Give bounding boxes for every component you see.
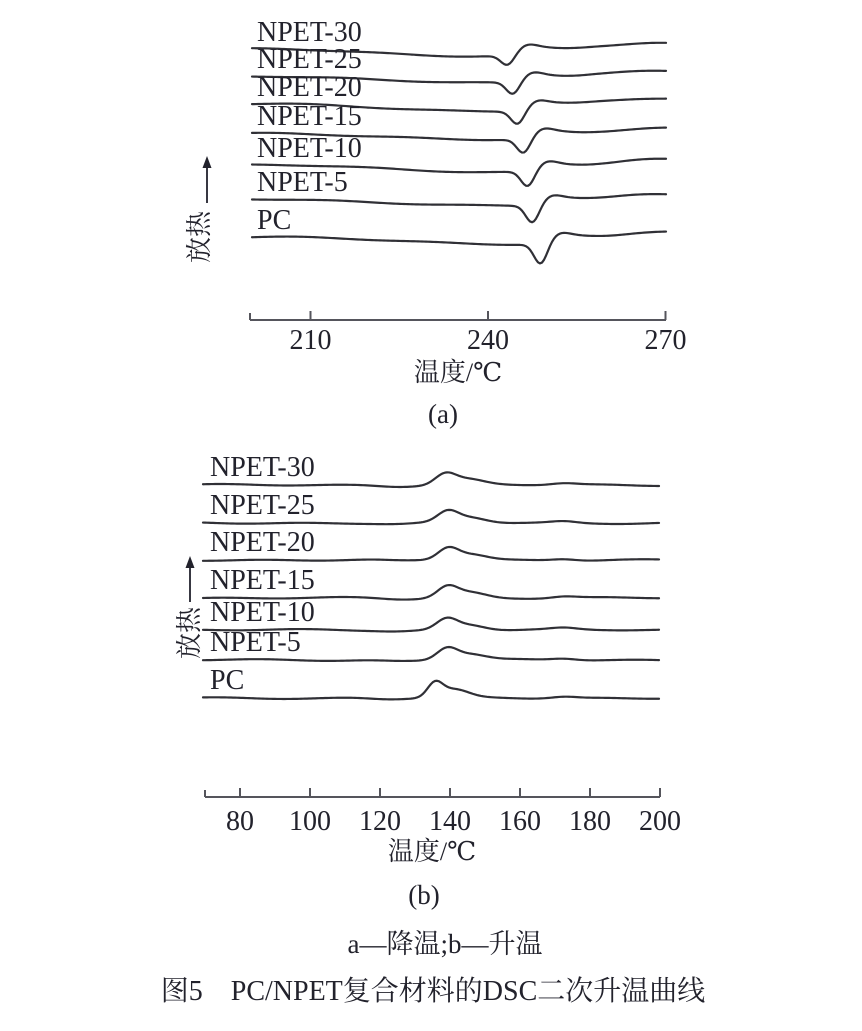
series-label-npet-5: NPET-5 xyxy=(210,627,301,658)
series-label-npet-10: NPET-10 xyxy=(257,133,362,164)
panel-a-series-labels xyxy=(257,17,362,236)
panel-b-xlabel: 温度/℃ xyxy=(387,837,477,866)
series-label-npet-30: NPET-30 xyxy=(257,17,362,48)
panel-a-y-axis-label xyxy=(185,156,214,263)
series-label-npet-20: NPET-20 xyxy=(257,72,362,103)
series-label-npet-25: NPET-25 xyxy=(257,44,362,75)
tick-label: 180 xyxy=(569,806,611,837)
tick-label: 80 xyxy=(226,806,254,837)
tick-label: 120 xyxy=(359,806,401,837)
panel-b-y-axis-label xyxy=(175,556,204,659)
dsc-cooling-curve-npet-5 xyxy=(252,194,666,222)
panel-b-ticks xyxy=(226,788,681,837)
series-label-npet-15: NPET-15 xyxy=(257,101,362,132)
series-label-pc: PC xyxy=(257,205,292,236)
figure-title: 图5 PC/NPET复合材料的DSC二次升温曲线 xyxy=(160,976,706,1007)
panel-b-x-axis xyxy=(205,788,681,837)
panel-a-ticks xyxy=(290,311,687,356)
series-label-pc: PC xyxy=(210,665,245,696)
tick-label: 160 xyxy=(499,806,541,837)
panel-b-letter: (b) xyxy=(408,880,440,910)
tick-label: 210 xyxy=(289,325,332,356)
panel-a-letter: (a) xyxy=(428,399,458,429)
series-label-npet-20: NPET-20 xyxy=(210,527,315,558)
tick-label: 270 xyxy=(644,325,687,356)
exo-up-arrow-icon xyxy=(203,156,212,168)
panel-a-cooling xyxy=(185,17,687,429)
tick-label: 200 xyxy=(639,806,681,837)
dsc-heating-curve-pc xyxy=(203,681,659,700)
series-label-npet-5: NPET-5 xyxy=(257,167,348,198)
panel-b-heating xyxy=(175,452,681,910)
series-label-npet-30: NPET-30 xyxy=(210,452,315,483)
tick-label: 140 xyxy=(429,806,471,837)
panel-b-ylabel: 放热 xyxy=(175,606,204,660)
figure-legend: a—降温;b—升温 xyxy=(347,929,543,959)
tick-label: 100 xyxy=(289,806,331,837)
panel-a-ylabel: 放热 xyxy=(185,210,214,264)
tick-label: 240 xyxy=(467,325,510,356)
series-label-npet-25: NPET-25 xyxy=(210,490,315,521)
series-label-npet-10: NPET-10 xyxy=(210,597,315,628)
dsc-cooling-curve-pc xyxy=(252,232,666,264)
panel-a-x-axis xyxy=(250,311,687,356)
series-label-npet-15: NPET-15 xyxy=(210,565,315,596)
panel-a-xlabel: 温度/℃ xyxy=(413,358,503,387)
exo-up-arrow-icon xyxy=(186,556,195,568)
